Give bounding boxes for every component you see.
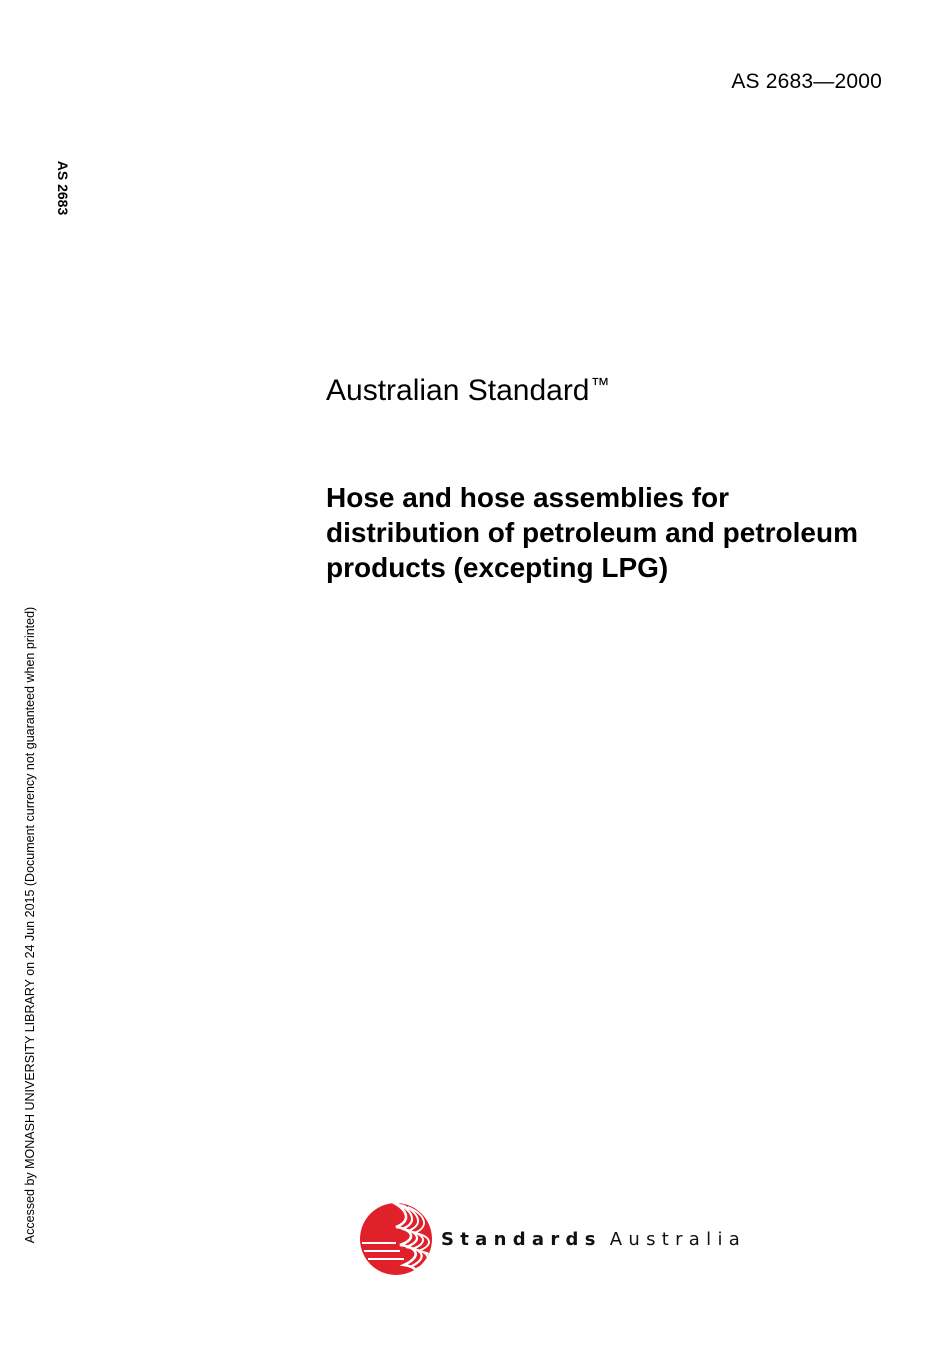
access-note: Accessed by MONASH UNIVERSITY LIBRARY on 24 Jun 2015 (Document currency not guaranteed when printed)	[23, 606, 37, 1244]
series-title	[326, 374, 610, 408]
publisher-name-regular: Australia	[609, 1228, 747, 1250]
publisher-name	[441, 1229, 746, 1250]
standard-number: AS 2683—2000	[731, 70, 882, 93]
publisher-name-bold: Standards	[441, 1228, 602, 1250]
publisher-block	[356, 1195, 766, 1283]
spine-label: AS 2683	[55, 160, 71, 216]
standards-australia-logo-icon	[356, 1199, 436, 1279]
series-title-text: Australian Standard	[326, 374, 590, 407]
document-title-line-3: products (excepting LPG)	[326, 552, 669, 583]
document-title-line-2: distribution of petroleum and petroleum	[326, 517, 858, 548]
document-title	[326, 480, 906, 585]
trademark-symbol: ™	[590, 375, 610, 396]
document-title-line-1: Hose and hose assemblies for	[326, 482, 730, 513]
